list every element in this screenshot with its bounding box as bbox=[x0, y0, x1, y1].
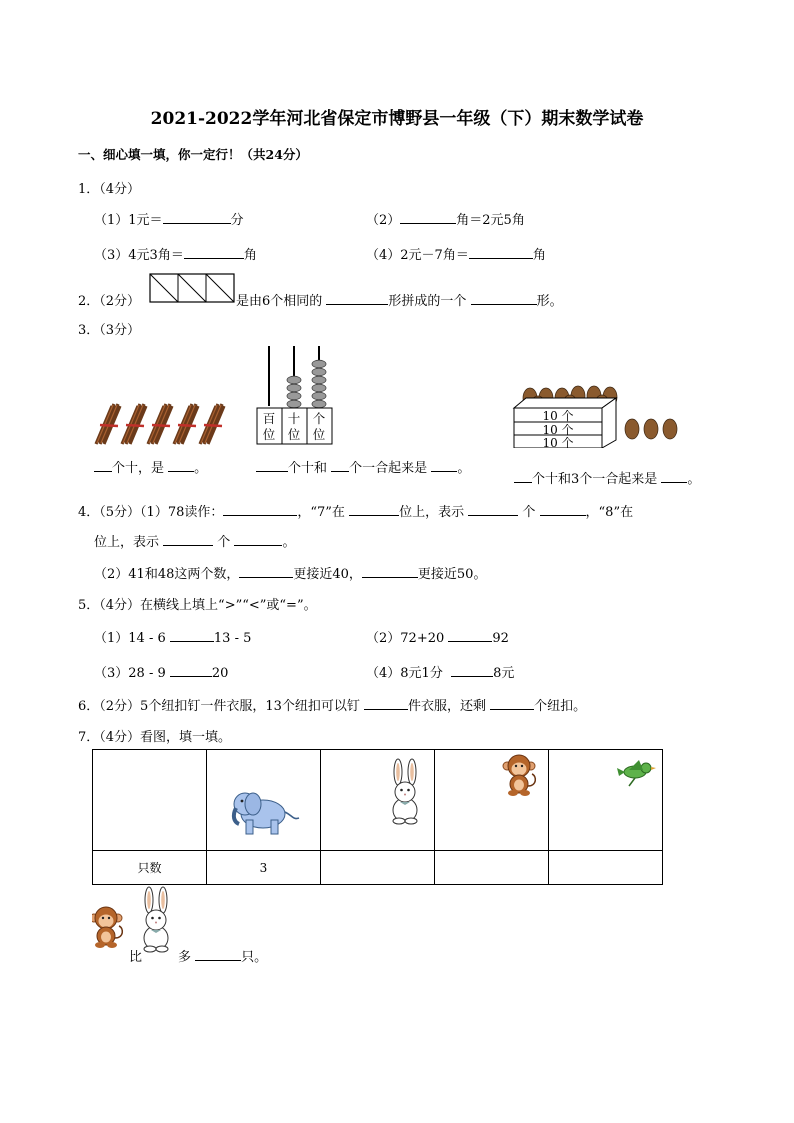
answer-blank[interactable] bbox=[540, 503, 586, 516]
answer-blank[interactable] bbox=[364, 697, 408, 710]
q3-answer-a: 个十，是 。 bbox=[94, 457, 207, 476]
answer-blank[interactable] bbox=[490, 697, 534, 710]
q5-part3: （3）28 - 9 20 bbox=[94, 666, 229, 681]
monkey-count-cell[interactable] bbox=[435, 851, 549, 885]
rabbit-count-cell[interactable] bbox=[321, 851, 435, 885]
monkey-cell bbox=[435, 750, 549, 851]
answer-blank[interactable] bbox=[326, 292, 388, 305]
answer-blank[interactable] bbox=[514, 470, 532, 483]
answer-blank[interactable] bbox=[471, 292, 537, 305]
svg-text:10 个: 10 个 bbox=[542, 409, 574, 423]
answer-blank[interactable] bbox=[223, 503, 297, 516]
monkey-icon bbox=[435, 750, 548, 847]
answer-blank[interactable] bbox=[661, 470, 687, 483]
q1-part1: （1）1元＝ 分 bbox=[94, 213, 244, 228]
bird-icon bbox=[549, 750, 662, 847]
answer-blank[interactable] bbox=[400, 211, 456, 224]
answer-blank[interactable] bbox=[170, 664, 212, 677]
answer-blank[interactable] bbox=[239, 565, 293, 578]
q1-part2: （2） 角＝2元5角 bbox=[366, 213, 525, 228]
svg-text:位: 位 bbox=[262, 427, 276, 442]
answer-blank[interactable] bbox=[468, 503, 518, 516]
section-heading: 一、细心填一填，你一定行！（共24分） bbox=[78, 147, 308, 162]
q3-answer-b: 个十和 个一合起来是 。 bbox=[256, 457, 470, 476]
answer-blank[interactable] bbox=[448, 629, 492, 642]
q4-line2: 位上，表示 个 。 bbox=[94, 535, 296, 550]
q5-part2: （2）72+20 92 bbox=[366, 631, 509, 646]
answer-blank[interactable] bbox=[168, 459, 194, 472]
answer-blank[interactable] bbox=[349, 503, 399, 516]
svg-text:位: 位 bbox=[287, 427, 301, 442]
answer-blank[interactable] bbox=[94, 459, 112, 472]
svg-text:位: 位 bbox=[312, 427, 326, 442]
q1-part3: （3）4元3角＝ 角 bbox=[94, 248, 257, 263]
answer-blank[interactable] bbox=[256, 459, 288, 472]
rabbit-cell bbox=[321, 750, 435, 851]
q4-line1: 4．（5分）（1）78读作： ，“7”在 位上，表示 个 ，“8”在 bbox=[78, 505, 634, 520]
q5-heading: 5．（4分）在横线上填上“>”“<”或“=”。 bbox=[78, 598, 317, 613]
page-title: 2021-2022学年河北省保定市博野县一年级（下）期末数学试卷 bbox=[150, 109, 644, 129]
answer-blank[interactable] bbox=[431, 459, 457, 472]
answer-blank[interactable] bbox=[469, 246, 533, 259]
answer-blank[interactable] bbox=[170, 629, 214, 642]
q1-part4: （4）2元－7角＝ 角 bbox=[366, 248, 546, 263]
svg-text:十: 十 bbox=[287, 411, 301, 426]
stick-bundles-image bbox=[92, 400, 228, 448]
q3-answer-c: 个十和3个一合起来是 。 bbox=[514, 468, 700, 487]
triangles-figure bbox=[149, 273, 235, 303]
q5-part4: （4）8元1分 8元 bbox=[366, 666, 515, 681]
table-corner-cell bbox=[93, 750, 207, 851]
answer-blank[interactable] bbox=[163, 533, 213, 546]
answer-blank[interactable] bbox=[451, 664, 493, 677]
q2-heading: 2．（2分） bbox=[78, 294, 141, 309]
svg-text:个: 个 bbox=[312, 411, 326, 426]
answer-blank[interactable] bbox=[234, 533, 282, 546]
answer-blank[interactable] bbox=[195, 948, 241, 961]
q7-question-tail: 多 只。 bbox=[178, 950, 268, 965]
svg-text:10 个: 10 个 bbox=[542, 436, 574, 448]
q6-text: 6．（2分）5个纽扣钉一件衣服，13个纽扣可以钉 件衣服，还剩 个纽扣。 bbox=[78, 699, 587, 714]
animal-count-table bbox=[92, 749, 663, 885]
q7-question: 比 bbox=[129, 950, 143, 965]
bird-cell bbox=[549, 750, 663, 851]
answer-blank[interactable] bbox=[362, 565, 418, 578]
answer-blank[interactable] bbox=[163, 211, 231, 224]
row-label: 只数 bbox=[93, 851, 207, 885]
abacus-image bbox=[255, 344, 335, 446]
bird-count-cell[interactable] bbox=[549, 851, 663, 885]
elephant-count: 3 bbox=[207, 851, 321, 885]
elephant-icon bbox=[207, 750, 320, 847]
elephant-cell bbox=[207, 750, 321, 851]
q7-heading: 7．（4分）看图，填一填。 bbox=[78, 730, 232, 745]
q1-heading: 1．（4分） bbox=[78, 182, 141, 197]
svg-text:10 个: 10 个 bbox=[542, 423, 574, 437]
q2-text: 是由6个相同的 形拼成的一个 形。 bbox=[236, 294, 563, 309]
q4-part2: （2）41和48这两个数， 更接近40， 更接近50。 bbox=[94, 567, 487, 582]
answer-blank[interactable] bbox=[331, 459, 349, 472]
answer-blank[interactable] bbox=[184, 246, 244, 259]
egg-boxes-image bbox=[512, 378, 684, 448]
rabbit-icon bbox=[321, 750, 434, 847]
q5-part1: （1）14 - 6 13 - 5 bbox=[94, 631, 252, 646]
q3-heading: 3．（3分） bbox=[78, 323, 141, 338]
svg-text:百: 百 bbox=[262, 411, 276, 426]
